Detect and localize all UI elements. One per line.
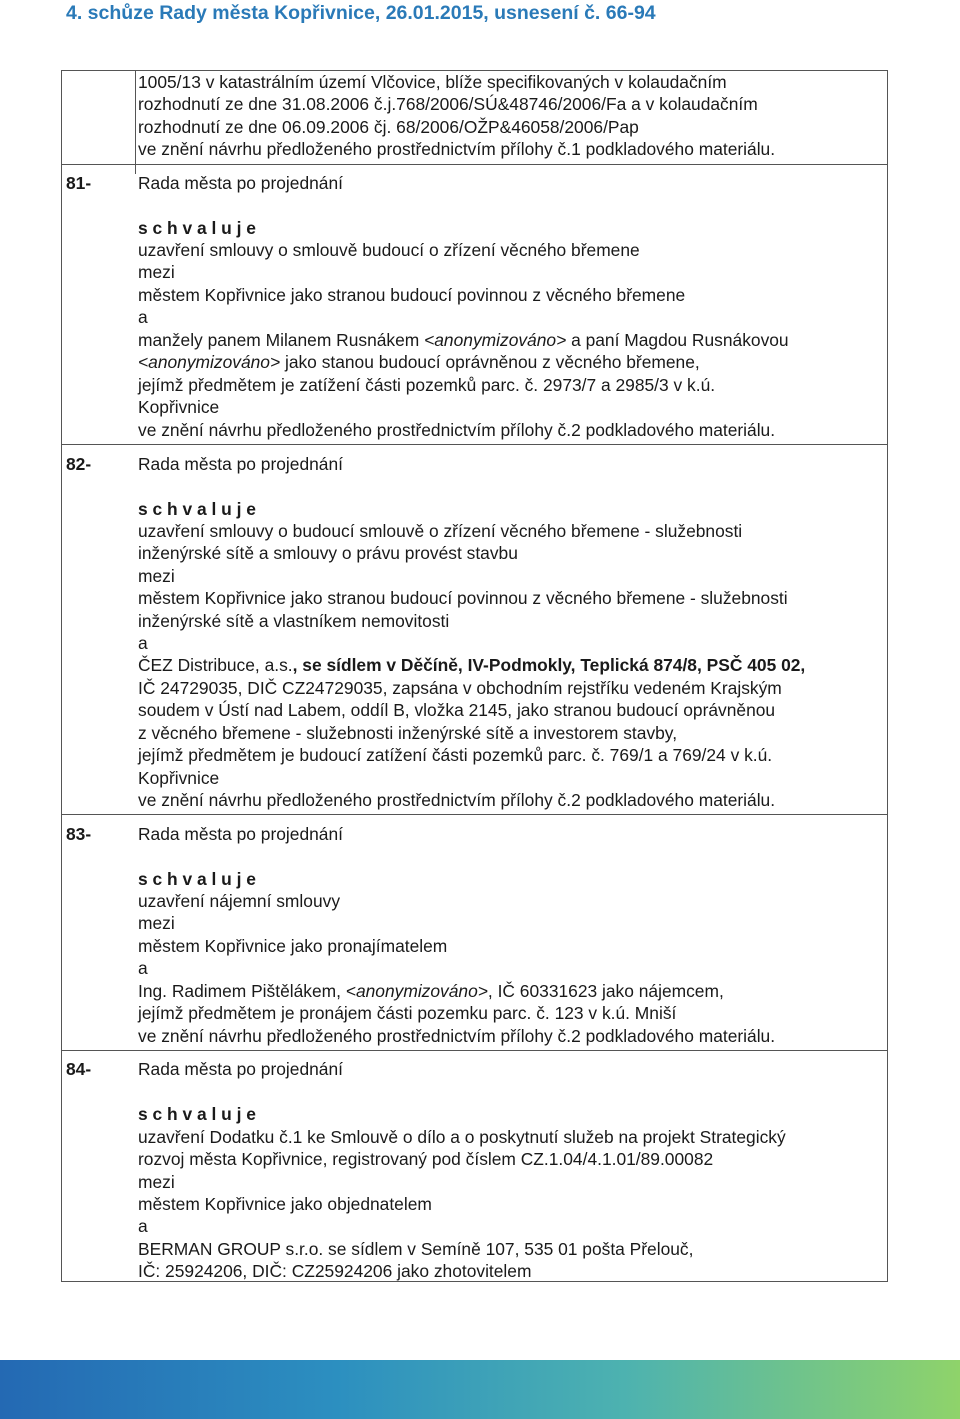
anonymized-text: <anonymizováno>: [424, 330, 567, 350]
table-column-divider: [61, 70, 136, 174]
resolution-line: inženýrské sítě a smlouvy o právu provést stavbu: [138, 543, 518, 563]
resolution-heading: Rada města po projednání: [138, 824, 343, 844]
resolution-line: [138, 980, 724, 1002]
intro-line: ve znění návrhu předloženého prostřednictvím přílohy č.1 podkladového materiálu.: [138, 139, 776, 159]
row-separator: [61, 814, 888, 815]
resolution-line: uzavření smlouvy o smlouvě budoucí o zřízení věcného břemene: [138, 240, 640, 260]
resolution-line: uzavření smlouvy o budoucí smlouvě o zřízení věcného břemene - služebnosti: [138, 521, 743, 541]
resolution-line: jejímž předmětem je pronájem části pozemku parc. č. 123 v k.ú. Mniší: [138, 1003, 677, 1023]
resolution-line: městem Kopřivnice jako stranou budoucí povinnou z věcného břemene - služebnosti: [138, 588, 788, 608]
resolution-heading: Rada města po projednání: [138, 1059, 343, 1079]
resolution-text: Ing. Radimem Pištělákem,: [138, 981, 346, 1001]
resolution-line: jejímž předmětem je budoucí zatížení části pozemků parc. č. 769/1 a 769/24 v k.ú.: [138, 745, 773, 765]
resolution-number: 82-: [66, 454, 92, 474]
resolution-heading: Rada města po projednání: [138, 173, 343, 193]
resolution-number: 84-: [66, 1059, 92, 1079]
resolution-line: rozvoj města Kopřivnice, registrovaný pod číslem CZ.1.04/4.1.01/89.00082: [138, 1149, 714, 1169]
anonymized-text: <anonymizováno>: [138, 352, 281, 372]
resolution-text: a paní Magdou Rusnákovou: [566, 330, 789, 350]
resolution-line: mezi: [138, 262, 175, 282]
resolution-line: uzavření nájemní smlouvy: [138, 891, 341, 911]
resolution-line: IČ: 25924206, DIČ: CZ25924206 jako zhotovitelem: [138, 1261, 532, 1281]
resolution-line: z věcného břemene - služebnosti inženýrské sítě a investorem stavby,: [138, 723, 678, 743]
resolution-verb: s c h v a l u j e: [138, 1104, 256, 1124]
anonymized-text: <anonymizováno>: [345, 981, 488, 1001]
resolution-line: [138, 329, 789, 351]
row-separator: [61, 1050, 888, 1051]
resolution-line: ve znění návrhu předloženého prostřednictvím přílohy č.2 podkladového materiálu.: [138, 1026, 776, 1046]
resolution-line: mezi: [138, 913, 175, 933]
resolution-line: ve znění návrhu předloženého prostřednictvím přílohy č.2 podkladového materiálu.: [138, 420, 776, 440]
resolution-line: městem Kopřivnice jako objednatelem: [138, 1194, 432, 1214]
resolution-line: BERMAN GROUP s.r.o. se sídlem v Semíně 107, 535 01 pošta Přelouč,: [138, 1239, 694, 1259]
row-separator: [61, 444, 888, 445]
resolution-line: městem Kopřivnice jako stranou budoucí povinnou z věcného břemene: [138, 285, 686, 305]
resolution-line: [138, 351, 700, 373]
resolution-line: městem Kopřivnice jako pronajímatelem: [138, 936, 448, 956]
resolution-number: 83-: [66, 824, 92, 844]
resolution-heading: Rada města po projednání: [138, 454, 343, 474]
resolution-number: 81-: [66, 173, 92, 193]
intro-line: rozhodnutí ze dne 31.08.2006 č.j.768/2006/SÚ&48746/2006/Fa a v kolaudačním: [138, 94, 758, 114]
resolution-line: ve znění návrhu předloženého prostřednictvím přílohy č.2 podkladového materiálu.: [138, 790, 776, 810]
resolution-verb: s c h v a l u j e: [138, 218, 256, 238]
footer-gradient-bar: [0, 1360, 960, 1419]
resolution-verb: s c h v a l u j e: [138, 869, 256, 889]
resolution-text: manžely panem Milanem Rusnákem: [138, 330, 425, 350]
resolution-line: mezi: [138, 1172, 175, 1192]
resolution-line: uzavření Dodatku č.1 ke Smlouvě o dílo a o poskytnutí služeb na projekt Strategický: [138, 1127, 786, 1147]
resolution-line: a: [138, 958, 148, 978]
resolution-line: a: [138, 307, 148, 327]
resolution-line: IČ 24729035, DIČ CZ24729035, zapsána v obchodním rejstříku vedeném Krajským: [138, 678, 782, 698]
resolution-text: , se sídlem v Děčíně, IV-Podmokly, Teplická 874/8, PSČ 405 02,: [292, 655, 806, 675]
resolution-line: [138, 654, 805, 676]
resolution-line: Kopřivnice: [138, 397, 220, 417]
resolution-text: jako stanou budoucí oprávněnou z věcného břemene,: [280, 352, 700, 372]
resolution-line: a: [138, 633, 148, 653]
resolution-line: soudem v Ústí nad Labem, oddíl B, vložka 2145, jako stranou budoucí oprávněnou: [138, 700, 776, 720]
intro-line: 1005/13 v katastrálním území Vlčovice, blíže specifikovaných v kolaudačním: [138, 72, 727, 92]
resolution-line: jejímž předmětem je zatížení části pozemků parc. č. 2973/7 a 2985/3 v k.ú.: [138, 375, 716, 395]
resolution-text: , IČ 60331623 jako nájemcem,: [487, 981, 724, 1001]
page-header-title: 4. schůze Rady města Kopřivnice, 26.01.2015, usnesení č. 66-94: [66, 2, 656, 24]
row-separator: [61, 164, 888, 165]
company-name: ČEZ Distribuce, a.s.: [138, 655, 293, 675]
resolution-line: mezi: [138, 566, 175, 586]
resolution-verb: s c h v a l u j e: [138, 499, 256, 519]
intro-line: rozhodnutí ze dne 06.09.2006 čj. 68/2006/OŽP&46058/2006/Pap: [138, 117, 639, 137]
resolution-line: inženýrské sítě a vlastníkem nemovitosti: [138, 611, 450, 631]
resolution-line: a: [138, 1216, 148, 1236]
resolution-line: Kopřivnice: [138, 768, 220, 788]
